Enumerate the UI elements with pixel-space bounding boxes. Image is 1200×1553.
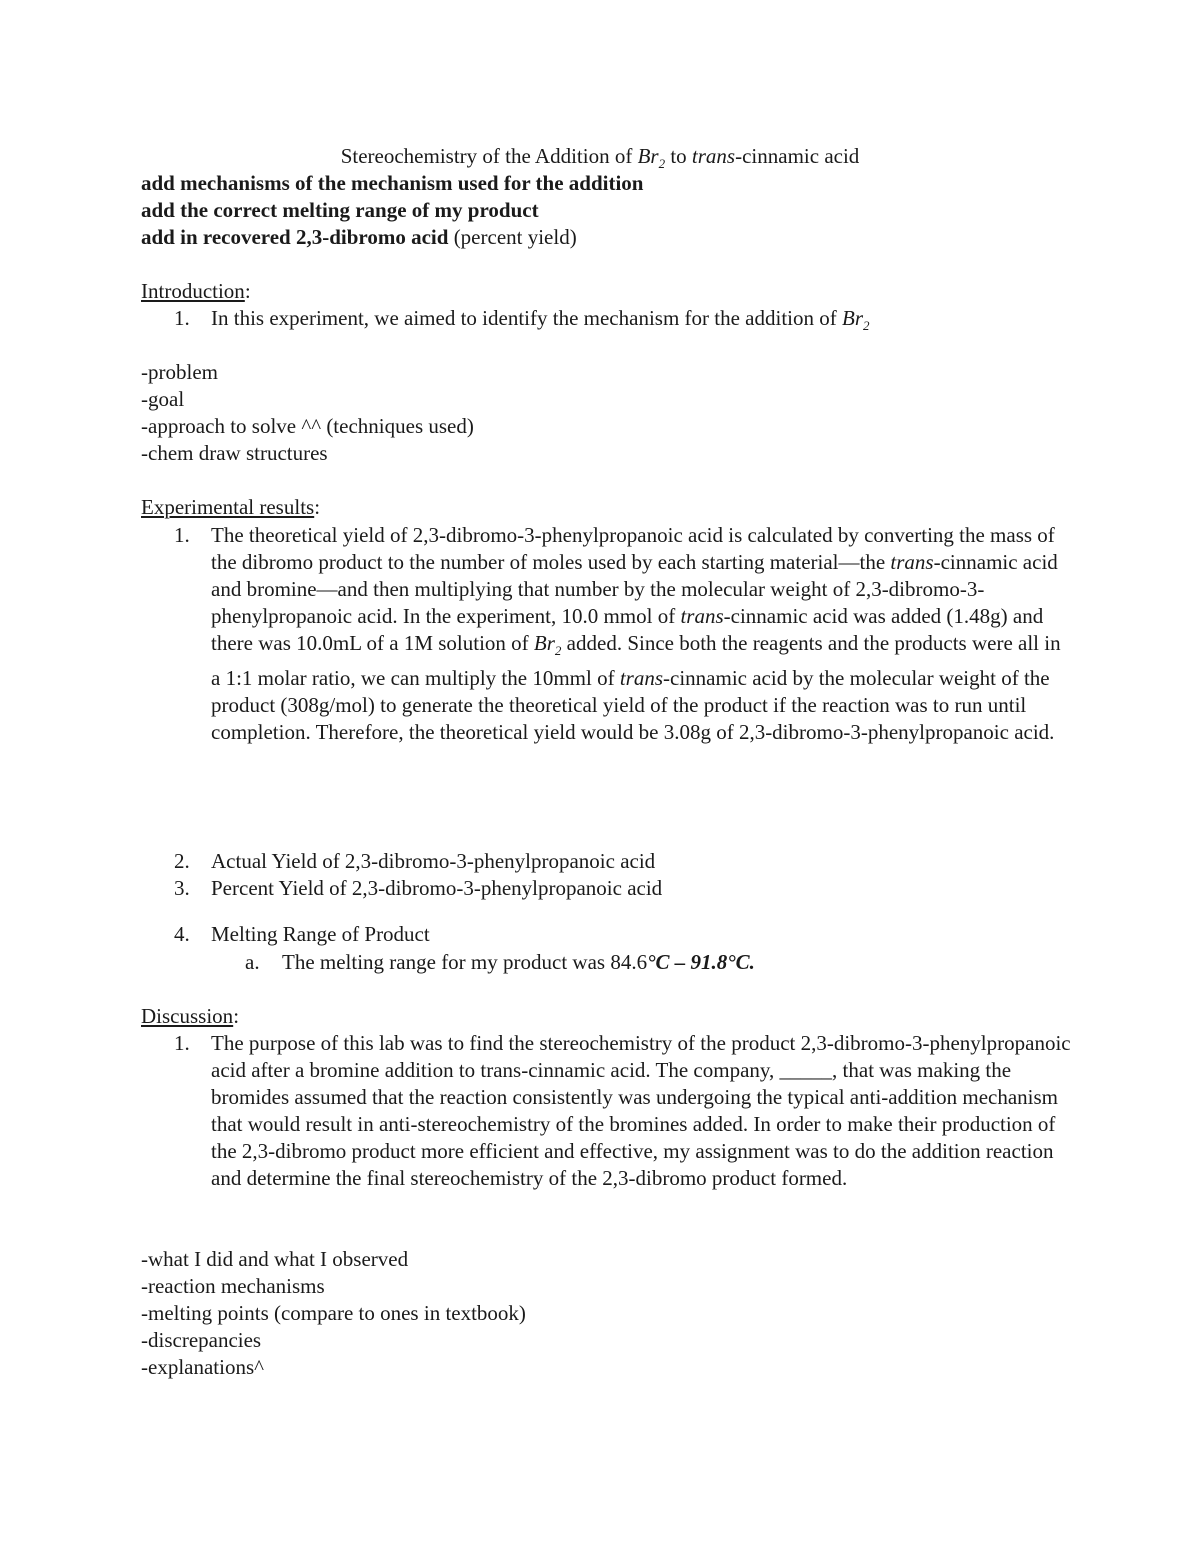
results-item-4: Melting Range of Product [211, 922, 430, 946]
title-text-post: -cinnamic acid [735, 144, 860, 168]
intro-bullet-approach: -approach to solve ^^ (techniques used) [141, 414, 474, 438]
discussion-colon: : [233, 1004, 240, 1028]
results-item-1-br-subscript: 2 [554, 643, 562, 659]
results-item-1-br: Br [533, 631, 555, 656]
results-item-1-paragraph [211, 522, 1071, 746]
note-line-3 [141, 224, 577, 251]
results-item-3: Percent Yield of 2,3-dibromo-3-phenylpropanoic acid [211, 876, 663, 900]
results-item-2: Actual Yield of 2,3-dibromo-3-phenylpropanoic acid [211, 849, 656, 873]
introduction-heading [141, 278, 251, 305]
note-line-3-rest: (percent yield) [448, 225, 577, 249]
discussion-bullet-mechanisms: -reaction mechanisms [141, 1274, 325, 1298]
results-item-4a-number: a. [245, 950, 260, 974]
discussion-bullet-discrepancies: -discrepancies [141, 1328, 262, 1352]
introduction-item-1 [211, 305, 870, 339]
note-line-2: add the correct melting range of my product [141, 198, 539, 222]
results-heading [141, 494, 320, 521]
intro-bullet-problem: -problem [141, 360, 218, 384]
introduction-item-1-br: Br [842, 306, 863, 330]
title-br-subscript: 2 [658, 156, 666, 172]
discussion-heading-text: Discussion [141, 1004, 234, 1028]
intro-bullet-chemdraw: -chem draw structures [141, 441, 328, 465]
introduction-item-1-text: In this experiment, we aimed to identify the mechanism for the addition of [211, 306, 842, 330]
results-item-1-number: 1. [174, 523, 190, 547]
discussion-item-1-paragraph: The purpose of this lab was to find the stereochemistry of the product 2,3-dibromo-3-phenylpropanoic acid after a bromine addition to trans-cinnamic acid. The company, _____, that was making the bromides assumed that the reaction consistently was undergoing the typical anti-addition mechanism that would result in anti-stereochemistry of the bromines added. In order to make their production of the 2,3-dibromo product more efficient and effective, my assignment was to do the addition reaction and determine the final stereochemistry of the 2,3-dibromo product formed. [211, 1031, 1071, 1191]
discussion-bullet-explanations: -explanations^ [141, 1355, 264, 1379]
title-br: Br [637, 144, 659, 168]
intro-bullet-goal: -goal [141, 387, 185, 411]
title-text-mid: to [665, 144, 692, 168]
results-item-1-text-5: -cinnamic acid by the molecular weight of the product (308g/mol) to generate the theoretical yield of the product if the reaction was to run until completion. Therefore, the theoretical yield would be 3.08g of 2,3-dibromo-3-phenylpropanoic acid. [211, 665, 1055, 744]
introduction-colon: : [244, 279, 251, 303]
discussion-bullet-observed: -what I did and what I observed [141, 1247, 409, 1271]
note-line-3-bold: add in recovered 2,3-dibromo acid [141, 225, 449, 249]
results-item-1-trans-3: trans [619, 665, 664, 690]
introduction-heading-text: Introduction [141, 279, 245, 303]
results-item-1-text-3: -cinnamic acid was added (1.48g) and there was 10.0mL of a 1M solution of [211, 604, 1044, 656]
results-heading-text: Experimental results [141, 495, 315, 519]
title-trans: trans [691, 144, 736, 168]
title-text: Stereochemistry of the Addition of [340, 144, 638, 168]
melting-range-text: The melting range for my product was 84.6 [282, 950, 648, 974]
results-item-1-text-1: The theoretical yield of 2,3-dibromo-3-phenylpropanoic acid is calculated by converting the mass of the dibromo product to the number of moles used by each starting material—the [211, 523, 1055, 575]
results-item-3-number: 3. [174, 876, 190, 900]
results-item-1-trans-1: trans [890, 550, 934, 575]
results-item-4-number: 4. [174, 922, 190, 946]
results-item-1-text-2: -cinnamic acid and bromine—and then multiplying that number by the molecular weight of 2,3-dibromo-3-phenylpropanoic acid. In the experiment, 10.0 mmol of [211, 550, 1058, 629]
discussion-bullet-melting-points: -melting points (compare to ones in textbook) [141, 1301, 526, 1325]
melting-range-value: °C – 91.8°C. [647, 950, 755, 974]
introduction-item-1-br-subscript: 2 [863, 318, 870, 334]
results-item-1-text-4: added. Since both the reagents and the products were all in a 1:1 molar ratio, we can multiply the 10mml of [211, 631, 1061, 690]
note-line-1: add mechanisms of the mechanism used for the addition [141, 171, 644, 195]
introduction-item-1-number: 1. [174, 306, 190, 330]
results-item-4a [282, 949, 755, 976]
results-item-2-number: 2. [174, 849, 190, 873]
discussion-item-1-number: 1. [174, 1031, 190, 1055]
results-item-1-trans-2: trans [680, 604, 724, 629]
results-colon: : [314, 495, 321, 519]
discussion-heading [141, 1003, 239, 1030]
